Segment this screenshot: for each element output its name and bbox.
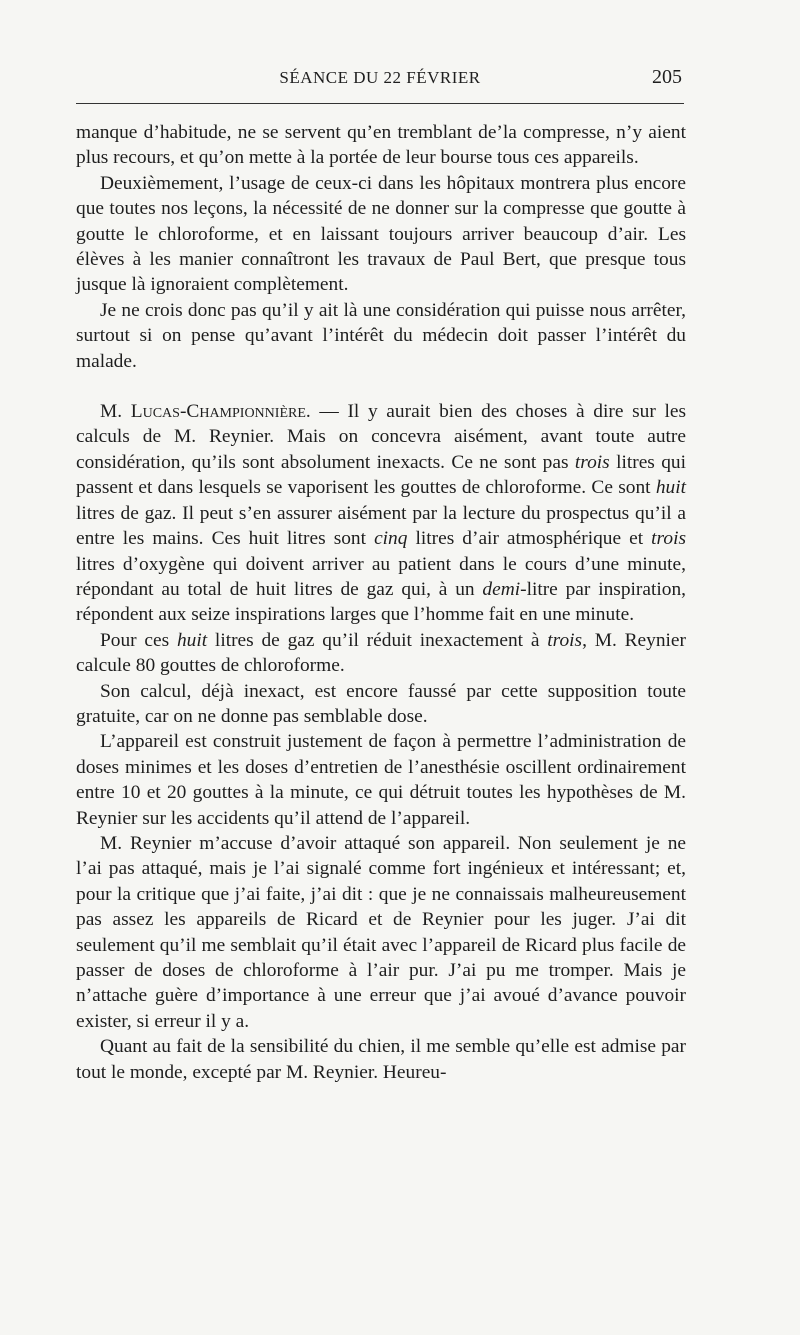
emphasis: huit xyxy=(176,629,208,651)
text-run: litres qui passent et dans lesquels se vaporisent les gouttes de chloroforme. Ce sont xyxy=(76,451,686,499)
body-text xyxy=(76,120,686,1085)
paragraph-6: Son calcul, déjà inexact, est encore faussé par cette supposition toute gratuite, car on ne donne pas semblable dose. xyxy=(76,680,686,727)
paragraph-4 xyxy=(76,399,686,628)
text-run: , M. Reynier calcule 80 gouttes de chloroforme. xyxy=(76,629,686,677)
text-run: litres de gaz. Il peut s’en assurer aisément par la lecture du prospectus qu’il a entre les mains. Ces huit litres sont xyxy=(76,502,686,550)
page-header xyxy=(76,62,684,92)
paragraph-5 xyxy=(76,628,686,679)
text-run: litres d’air atmosphérique et xyxy=(407,528,652,550)
text-run: -litre par inspiration, répondent aux seize inspirations larges que l’homme fait en une minute. xyxy=(76,578,686,626)
header-rule xyxy=(76,103,684,104)
text-run: litres d’oxygène qui doivent arriver au patient dans le cours d’une minute, répondant au total de huit litres de gaz qui, à un xyxy=(76,553,686,600)
paragraph-7: L’appareil est construit justement de façon à permettre l’administration de doses minimes et les doses d’entretien de l’anesthésie oscillent ordinairement entre 10 et 20 gouttes à la minute, ce qui détruit toutes les hypothèses de M. Reynier sur les accidents qu’il attend de l’appareil. xyxy=(76,731,686,829)
emphasis: trois xyxy=(574,451,610,473)
paragraph-3: Je ne crois donc pas qu’il y ait là une considération qui puisse nous arrêter, surtout si on pense qu’avant l’intérêt du médecin doit passer l’intérêt du malade. xyxy=(76,299,686,372)
paragraph-9: Quant au fait de la sensibilité du chien, il me semble qu’elle est admise par tout le monde, excepté par M. Reynier. Heureu- xyxy=(76,1036,686,1083)
speaker-name: M. Lucas-Championnière. xyxy=(100,401,311,423)
paragraph-8: M. Reynier m’accuse d’avoir attaqué son appareil. Non seulement je ne l’ai pas attaqué, mais je l’ai signalé comme fort ingénieux et intéressant; et, pour la critique que j’ai faite, j’ai dit : que je ne connaissais malheureusement pas assez les appareils de Ricard et de Reynier pour les juger. J’ai dit seulement qu’il me semblait qu’il était avec l’appareil de Ricard plus facile de passer de doses de chloroforme à l’air pur. J’ai pu me tromper. Mais je n’attache guère d’importance à une erreur que j’ai avoué d’avance pouvoir exister, si erreur il y a. xyxy=(76,832,686,1032)
emphasis: trois xyxy=(547,629,583,651)
running-title: SÉANCE DU 22 FÉVRIER xyxy=(279,68,481,87)
paragraph-1: manque d’habitude, ne se servent qu’en tremblant de’la compresse, n’y aient plus recours, et qu’on mette à la portée de leur bourse tous ces appareils. xyxy=(76,122,686,169)
emphasis: demi xyxy=(482,578,521,600)
emphasis: huit xyxy=(655,477,686,499)
page-number: 205 xyxy=(652,66,682,88)
paragraph-2: Deuxièmement, l’usage de ceux-ci dans les hôpitaux montrera plus encore que toutes nos leçons, la nécessité de ne donner sur la compresse que goutte à goutte le chloroforme, et en laissant toujours arriver beaucoup d’air. Les élèves à les manier connaîtront les travaux de Paul Bert, que presque tous jusque là ignoraient complètement. xyxy=(76,172,686,296)
text-run: Pour ces xyxy=(100,629,177,651)
emphasis: trois xyxy=(651,528,686,550)
text-run: — Il y aurait bien des choses à dire sur les calculs de M. Reynier. Mais on concevra aisément, avant toute autre considération, qu’ils sont absolument inexacts. Ce ne sont pas xyxy=(76,401,686,473)
text-run: litres de gaz qu’il réduit inexactement à xyxy=(207,629,548,651)
emphasis: cinq xyxy=(374,528,408,550)
